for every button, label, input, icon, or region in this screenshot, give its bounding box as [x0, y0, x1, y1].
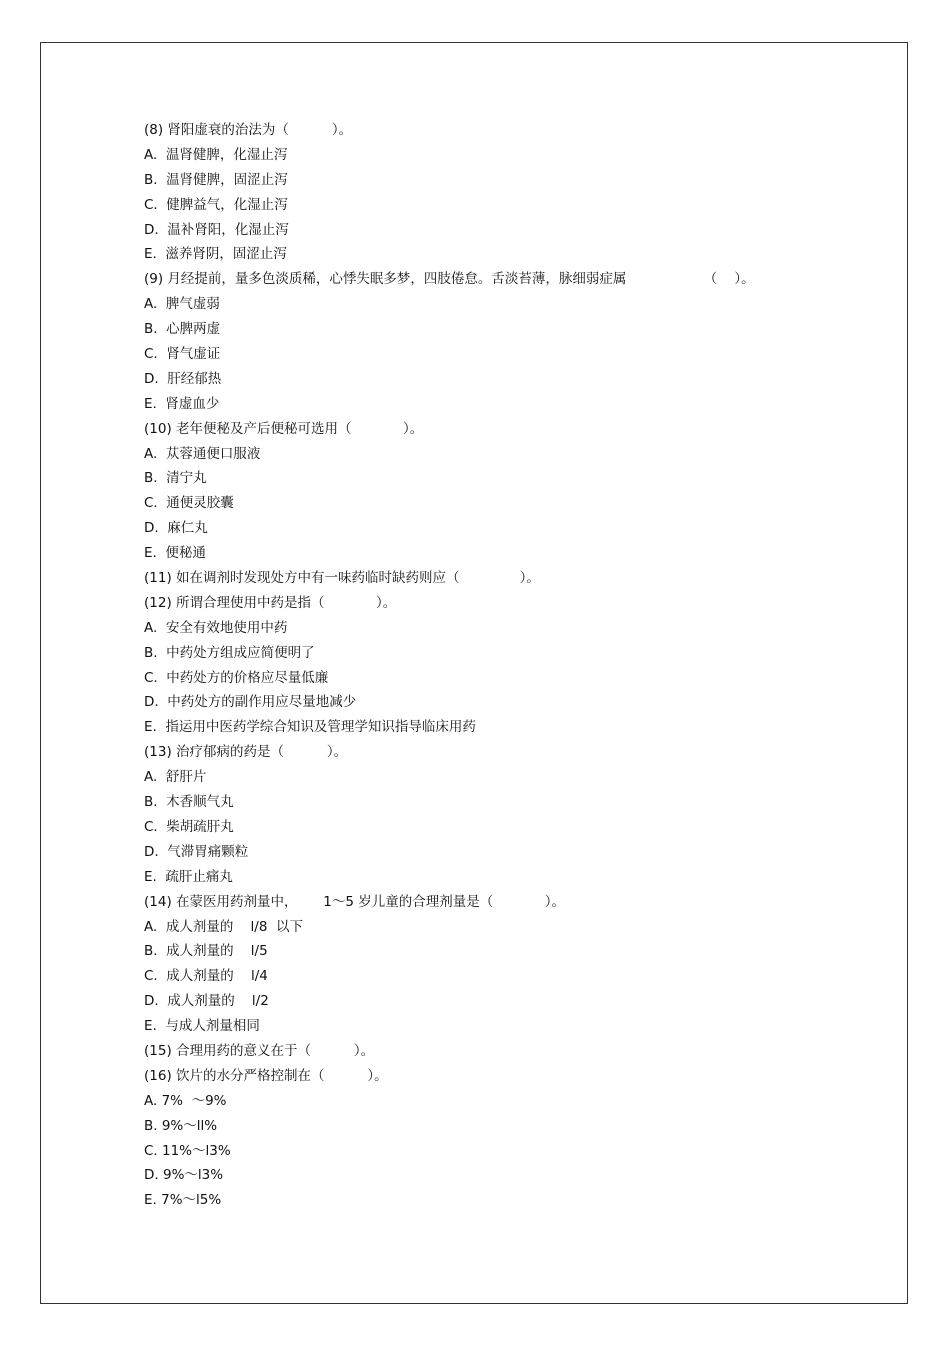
question-13-option-c: C. 柴胡疏肝丸 — [144, 818, 234, 835]
question-14-option-c: C. 成人剂量的 l/4 — [144, 968, 268, 985]
question-9-option-c: C. 肾气虚证 — [144, 346, 221, 363]
question-9-option-b: B. 心脾两虚 — [144, 321, 221, 338]
question-8-option-d: D. 温补肾阳，化湿止泻 — [144, 221, 289, 238]
question-16-option-b: B. 9%～ll% — [144, 1117, 218, 1134]
question-12-option-c: C. 中药处方的价格应尽量低廉 — [144, 669, 329, 686]
question-16-option-d: D. 9%～l3% — [144, 1167, 224, 1184]
question-14-option-b: B. 成人剂量的 l/5 — [144, 943, 268, 960]
question-16-stem: (16) 饮片的水分严格控制在（ ）。 — [144, 1067, 388, 1084]
question-11-stem: (11) 如在调剂时发现处方中有一味药临时缺药则应（ ）。 — [144, 570, 540, 587]
question-10-stem: (10) 老年便秘及产后便秘可选用（ ）。 — [144, 420, 424, 437]
question-10-option-b: B. 清宁丸 — [144, 470, 207, 487]
question-9-option-e: E. 肾虚血少 — [144, 395, 220, 412]
question-8-option-a: A. 温肾健脾，化湿止泻 — [144, 146, 288, 163]
question-14-option-a: A. 成人剂量的 l/8 以下 — [144, 918, 304, 935]
question-8-stem: (8) 肾阳虚衰的治法为（ ）。 — [144, 122, 353, 138]
question-12-option-b: B. 中药处方组成应简便明了 — [144, 644, 315, 661]
question-14-option-d: D. 成人剂量的 l/2 — [144, 993, 269, 1010]
question-13-option-e: E. 疏肝止痛丸 — [144, 868, 233, 885]
question-13-option-d: D. 气滞胃痛颗粒 — [144, 843, 249, 860]
question-16-option-c: C. 11%～l3% — [144, 1142, 231, 1159]
question-8-option-b: B. 温肾健脾，固涩止泻 — [144, 171, 288, 188]
question-16-option-e: E. 7%～l5% — [144, 1192, 222, 1209]
question-12-option-d: D. 中药处方的副作用应尽量地减少 — [144, 694, 357, 711]
question-13-stem: (13) 治疗郁病的药是（ ）。 — [144, 744, 348, 761]
question-12-option-e: E. 指运用中医药学综合知识及管理学知识指导临床用药 — [144, 719, 476, 736]
question-8-option-c: C. 健脾益气，化湿止泻 — [144, 196, 288, 213]
question-12-stem: (12) 所谓合理使用中药是指（ ）。 — [144, 594, 397, 611]
question-14-stem: (14) 在蒙医用药剂量中， 1～5 岁儿童的合理剂量是（ ）。 — [144, 893, 565, 910]
question-9-stem: (9) 月经提前，量多色淡质稀，心悸失眠多梦，四肢倦怠。舌淡苔薄，脉细弱症属 （ ）。 — [144, 271, 755, 288]
question-list — [144, 118, 864, 1213]
question-13-option-b: B. 木香顺气丸 — [144, 794, 234, 811]
question-13-option-a: A. 舒肝片 — [144, 769, 207, 786]
question-9-option-d: D. 肝经郁热 — [144, 370, 222, 387]
question-16-option-a: A. 7% ～9% — [144, 1092, 227, 1109]
question-10-option-e: E. 便秘通 — [144, 545, 206, 562]
question-8-option-e: E. 滋养肾阴，固涩止泻 — [144, 246, 287, 263]
question-10-option-c: C. 通便灵胶囊 — [144, 495, 234, 512]
question-15-stem: (15) 合理用药的意义在于（ ）。 — [144, 1042, 375, 1059]
question-9-option-a: A. 脾气虚弱 — [144, 296, 220, 313]
question-14-option-e: E. 与成人剂量相同 — [144, 1018, 260, 1035]
question-10-option-a: A. 苁蓉通便口服液 — [144, 445, 261, 462]
question-10-option-d: D. 麻仁丸 — [144, 520, 208, 537]
question-12-option-a: A. 安全有效地使用中药 — [144, 619, 288, 636]
